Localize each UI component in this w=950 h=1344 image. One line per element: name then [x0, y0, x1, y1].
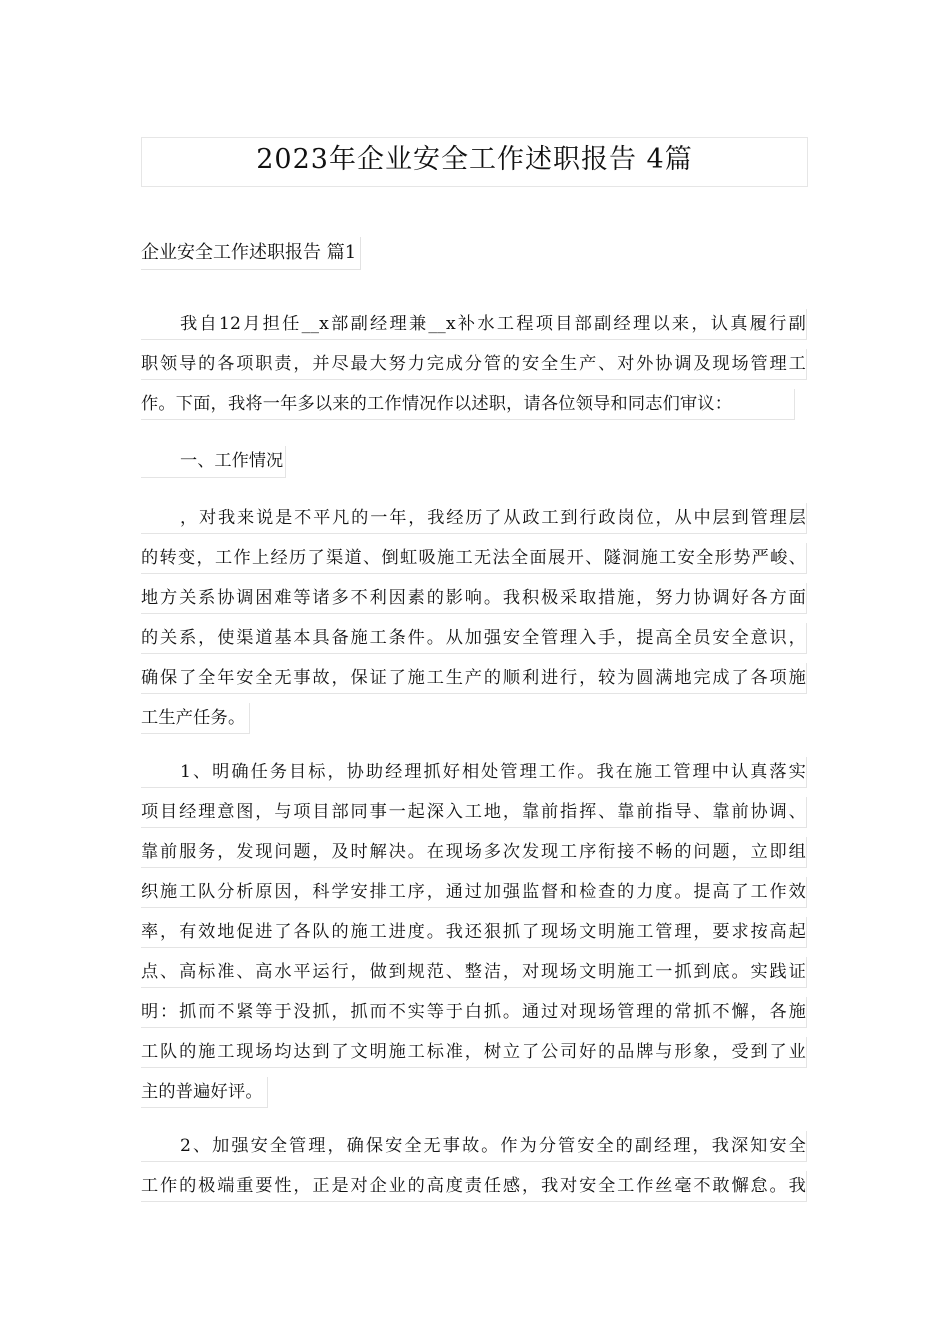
paragraph-line: 职领导的各项职责，并尽最大努力完成分管的安全生产、对外协调及现场管理工	[141, 349, 807, 380]
work-paragraph-1	[141, 503, 807, 747]
paragraph-line: 地方关系协调困难等诸多不利因素的影响。我积极采取措施，努力协调好各方面	[141, 583, 807, 614]
paragraph-line: 工队的施工现场均达到了文明施工标准，树立了公司好的品牌与形象，受到了业	[141, 1037, 807, 1068]
paragraph-line: 项目经理意图，与项目部同事一起深入工地，靠前指挥、靠前指导、靠前协调、	[141, 797, 807, 828]
work-paragraph-3	[141, 1131, 807, 1211]
paragraph-line: 靠前服务，发现问题，及时解决。在现场多次发现工序衔接不畅的问题，立即组	[141, 837, 807, 868]
paragraph-line: 织施工队分析原因，科学安排工序，通过加强监督和检查的力度。提高了工作效	[141, 877, 807, 908]
paragraph-line: 作。下面，我将一年多以来的工作情况作以述职，请各位领导和同志们审议：	[141, 389, 795, 420]
paragraph-line: 的关系，使渠道基本具备施工条件。从加强安全管理入手，提高全员安全意识，	[141, 623, 807, 654]
paragraph-line: 确保了全年安全无事故，保证了施工生产的顺利进行，较为圆满地完成了各项施	[141, 663, 807, 694]
subheading: 一、工作情况	[141, 446, 286, 478]
section-heading: 企业安全工作述职报告 篇1	[141, 237, 361, 270]
paragraph-line: ，对我来说是不平凡的一年，我经历了从政工到行政岗位，从中层到管理层	[141, 503, 807, 534]
paragraph-line: 点、高标准、高水平运行，做到规范、整洁，对现场文明施工一抓到底。实践证	[141, 957, 807, 988]
paragraph-line: 率，有效地促进了各队的施工进度。我还狠抓了现场文明施工管理，要求按高起	[141, 917, 807, 948]
paragraph-line: 工生产任务。	[141, 703, 250, 734]
paragraph-line: 主的普遍好评。	[141, 1077, 268, 1108]
paragraph-line: 明：抓而不紧等于没抓，抓而不实等于白抓。通过对现场管理的常抓不懈，各施	[141, 997, 807, 1028]
paragraph-line: 2、加强安全管理，确保安全无事故。作为分管安全的副经理，我深知安全	[141, 1131, 807, 1162]
document-title: 2023年企业安全工作述职报告 4篇	[141, 137, 808, 187]
intro-paragraph	[141, 309, 807, 433]
work-paragraph-2	[141, 757, 807, 1121]
paragraph-line: 我自12月担任__x部副经理兼__x补水工程项目部副经理以来，认真履行副	[141, 309, 807, 340]
paragraph-line: 1、明确任务目标，协助经理抓好相处管理工作。我在施工管理中认真落实	[141, 757, 807, 788]
paragraph-line: 工作的极端重要性，正是对企业的高度责任感，我对安全工作丝毫不敢懈怠。我	[141, 1171, 807, 1202]
paragraph-line: 的转变，工作上经历了渠道、倒虹吸施工无法全面展开、隧洞施工安全形势严峻、	[141, 543, 807, 574]
